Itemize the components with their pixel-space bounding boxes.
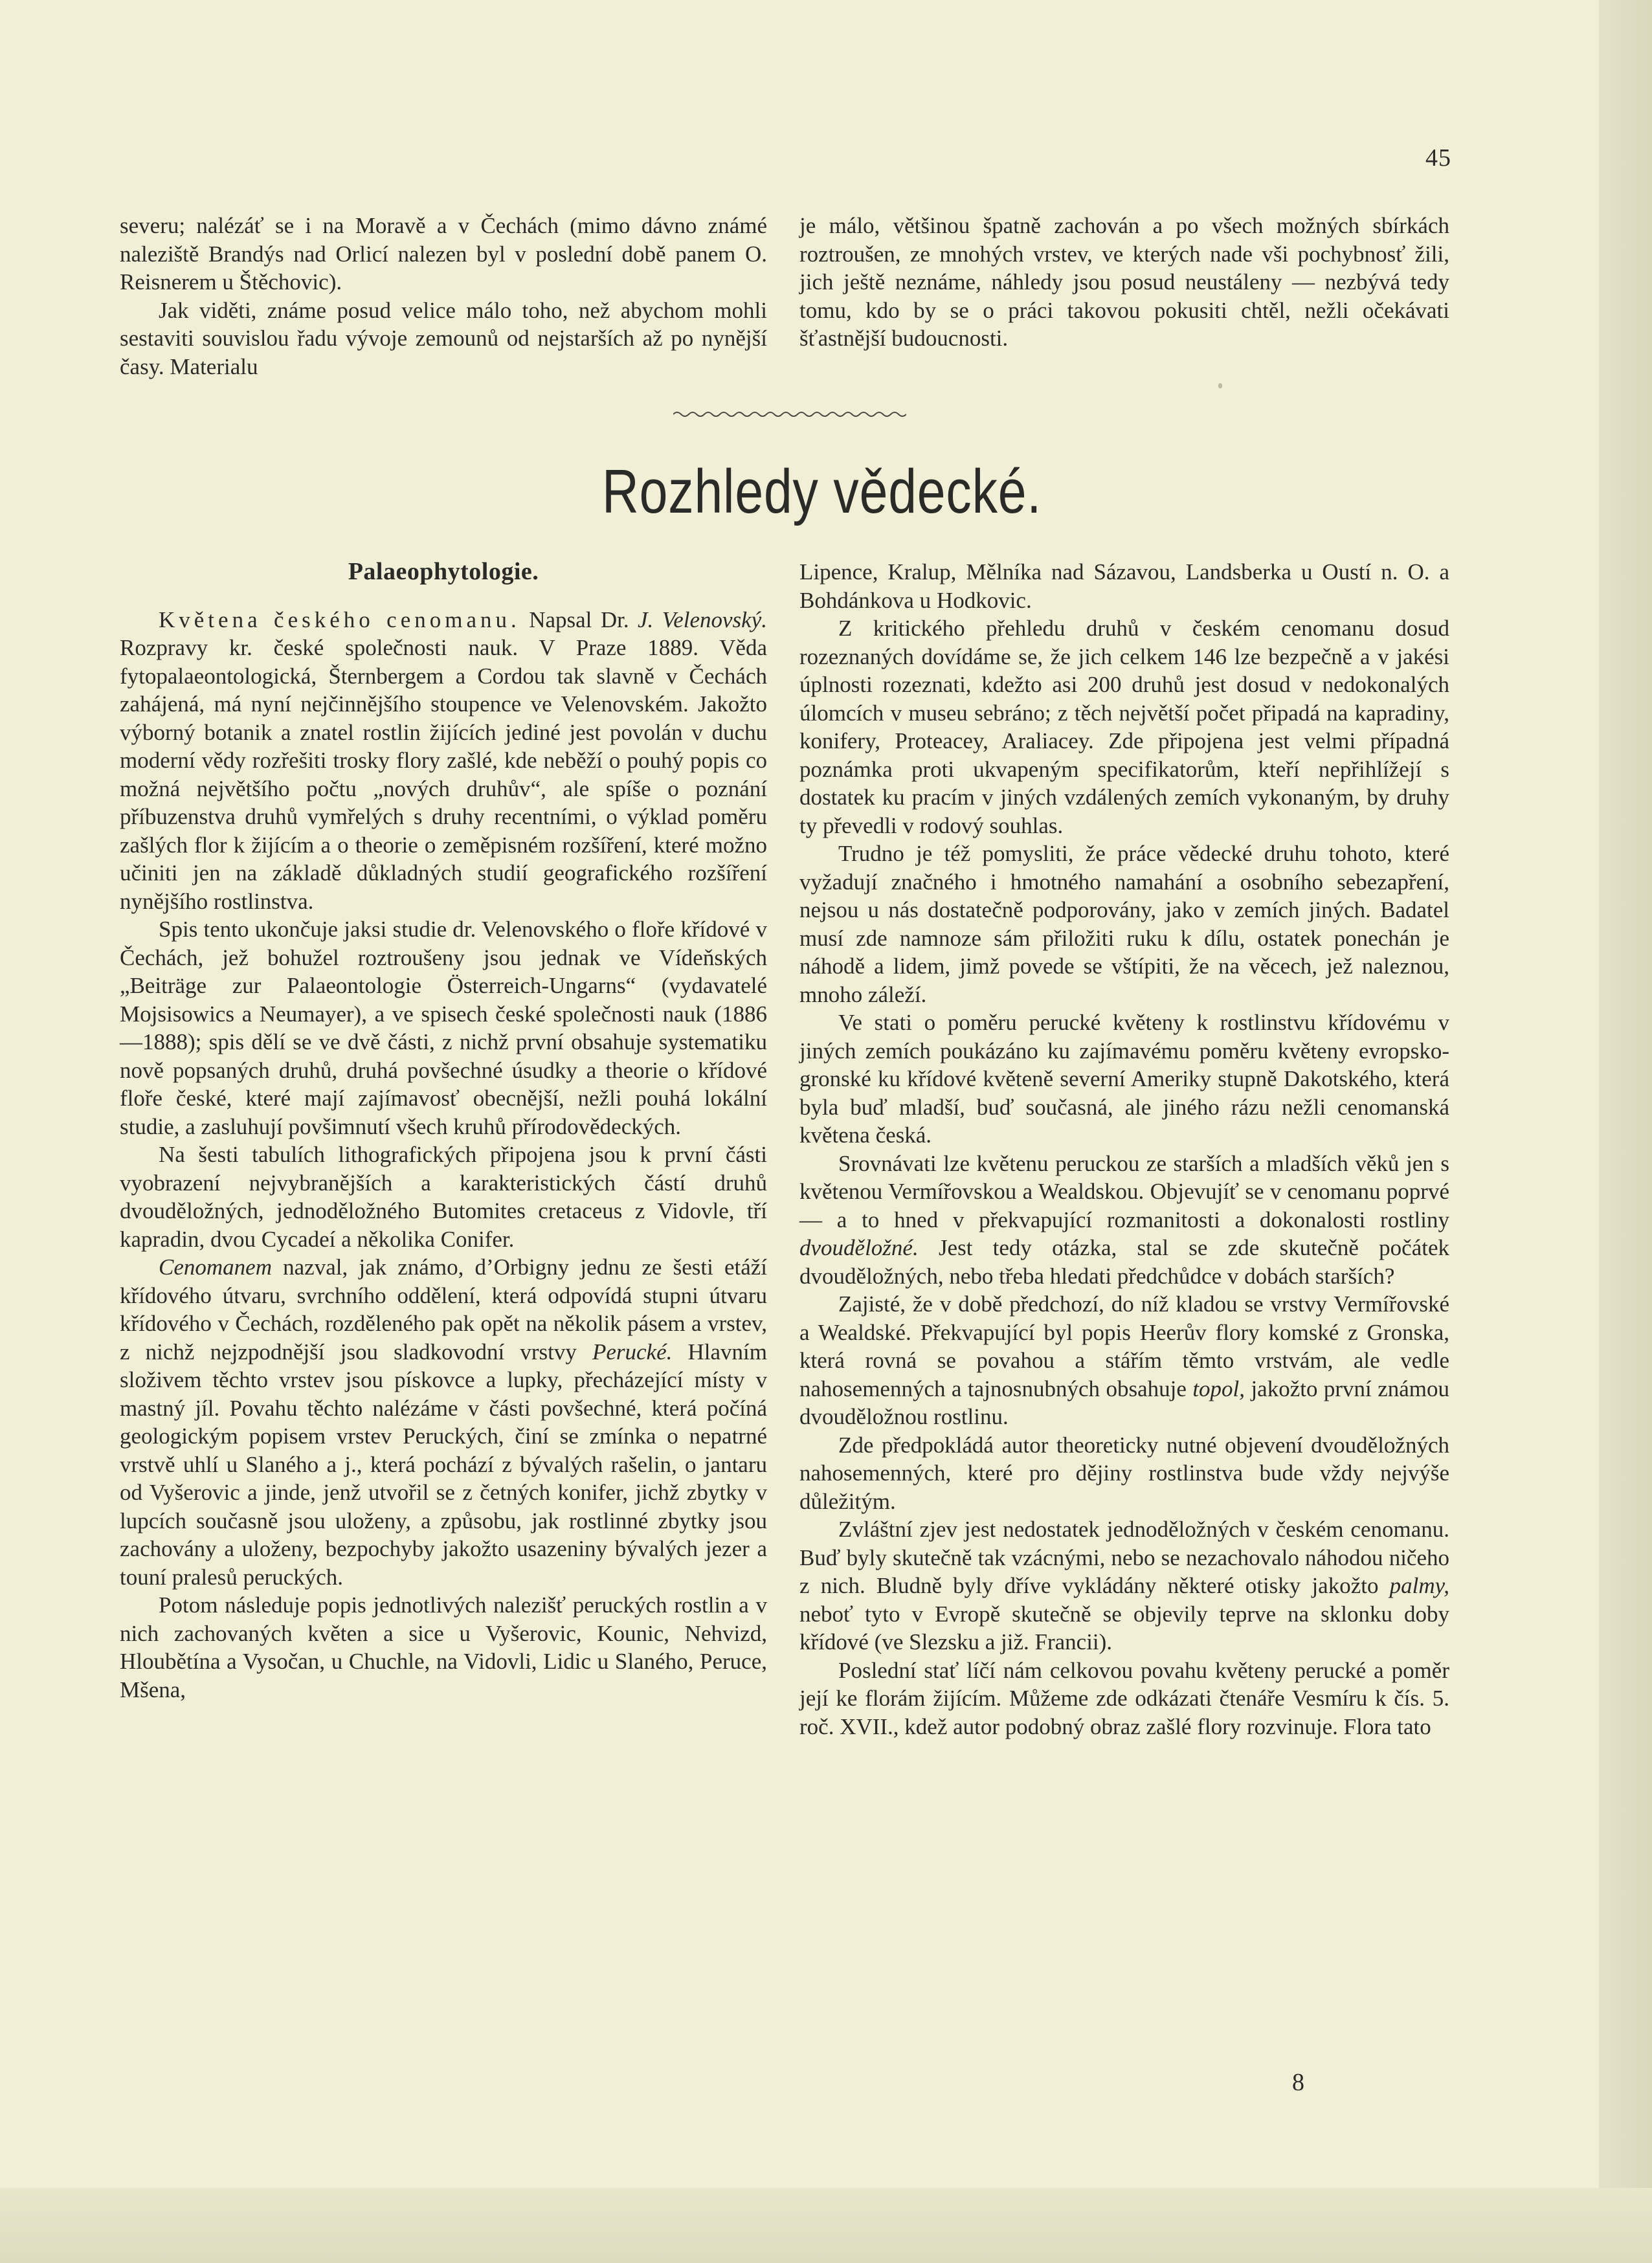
article-right-column	[799, 558, 1449, 1741]
emphasis: Perucké.	[592, 1339, 673, 1365]
print-speck	[1218, 383, 1222, 388]
paragraph: severu; nalézáť se i na Moravě a v Čechách (mimo dávno známé naleziště Brandýs nad Orlicí nalezen byl v poslední době panem O. Reisnerem u Štěchovic).	[120, 213, 767, 295]
paragraph: Lipence, Kralup, Mělníka nad Sázavou, Landsberka u Oustí n. O. a Bohdánkova u Hodkovic.	[799, 559, 1449, 613]
paragraph: je málo, většinou špatně zachován a po všech možných sbírkách roztroušen, ze mnohých vrstev, ve kterých nade vši pochybnosť žili, jich ještě neznáme, náhledy jsou posud neustáleny — nezbývá tedy tomu, kdo by se o práci takovou pokusiti chtěl, nežli očekávati šťastnější budoucnosti.	[799, 213, 1449, 351]
paragraph: Ve stati o poměru perucké květeny k rostlinstvu křídovému v jiných zemích poukázáno ku zajímavému poměru květeny evropsko-gronské ku křídové květeně severní Ameriky stupně Dakotského, která byla buď mladší, buď současná, ale jiného rázu nežli cenomanská květena česká.	[799, 1010, 1449, 1148]
text: neboť tyto v Evropě skutečně se objevily teprve na sklonku doby křídové (ve Slezsku a již. Francii).	[799, 1601, 1449, 1655]
text: jakožto první známou dvouděložnou rostlinu.	[799, 1376, 1450, 1429]
emphasis: dvouděložné.	[799, 1235, 919, 1260]
emphasis: topol,	[1192, 1376, 1245, 1401]
paragraph: Trudno je též pomysliti, že práce vědecké druhu tohoto, které vyžadují značného i hmotného namahání a osobního sebezapření, nejsou u nás dostatečně podporovány, jako v zemích jiných. Badatel musí zde namnoze sám přiložiti ruku k dílu, ostatek ponechán je náhodě a lidem, jimž povede se vštípiti, že na věcech, jež naleznou, mnoho záleží.	[799, 841, 1449, 1007]
paragraph: Zde předpokládá autor theoreticky nutné objevení dvouděložných nahosemenných, které pro dějiny rostlinstva bude vždy nejvýše důležitým.	[799, 1432, 1449, 1514]
wavy-divider	[673, 409, 906, 419]
intro-text: Rozpravy kr. české společnosti nauk. V Praze 1889. Věda fytopalaeontologická, Šternbergem a Cordou tak slavně v Čechách zahájená, má nyní nejčinnějšího stoupence ve Velenovském. Jakožto výborný botanik a znatel rostlin žijících jediné jest povolán v duchu moderní vědy rozřešiti trosky flory zašlé, kde neběží o pouhý popis co možná největšího počtu „nových druhův“, ale spíše o poznání příbuzenstva druhů vymřelých s druhy recentními, o výklad poměru zašlých flor k žijícím a o theorie o zeměpisném rozšíření, které možno učiniti jen na základě důkladných studií geografického rozšíření nynějšího rostlinstva.	[120, 635, 767, 914]
sheet-signature-mark: 8	[1292, 2069, 1304, 2096]
page-bottom-edge	[0, 2188, 1652, 2263]
paragraph-cenoman	[120, 1253, 767, 1591]
book-title: Květena českého cenomanu.	[159, 607, 520, 632]
text: Jest tedy otázka, stal se zde skutečně počátek dvouděložných, nebo třeba hledati předchůdce v dobách starších?	[799, 1235, 1449, 1289]
text: Srovnávati lze květenu peruckou ze starších a mladších věků jen s květenou Vermířovskou a Wealdskou. Objevujíť se v cenomanu poprvé — a to hned v překvapující rozmanitosti a dokonalosti rostliny	[799, 1150, 1449, 1232]
paragraph: Potom následuje popis jednotlivých nalezišť peruckých rostlin a v nich zachovaných květen a sice u Vyšerovic, Kounic, Nehvizd, Hloubětína a Vysočan, u Chuchle, na Vidovli, Lidic u Slaného, Peruce, Mšena,	[120, 1592, 767, 1702]
paragraph-zvlastni	[799, 1515, 1449, 1656]
article-intro	[120, 606, 767, 916]
top-left-column	[120, 212, 767, 381]
paragraph: Poslední stať líčí nám celkovou povahu květeny perucké a poměr její ke florám žijícím. Můžeme zde odkázati čtenáře Vesmíru k čís. 5. roč. XVII., kdež autor podobný obraz zašlé flory rozvinuje. Flora tato	[799, 1657, 1449, 1739]
top-right-column	[799, 212, 1449, 353]
paragraph: Z kritického přehledu druhů v českém cenomanu dosud rozeznaných dovídáme se, že jich celkem 146 lze bezpečně a v jakési úplnosti rozeznati, kdežto asi 200 druhů jest dosud v nedokonalých úlomcích v museu sebráno; z těch největší počet připadá na kapradiny, konifery, Proteacey, Araliacey. Zde připojena jest velmi případná poznámka proti ukvapeným specifikatorům, kteří nepřihlížejí s dostatek ku pracím v jiných vzdálených zemích vykonaným, by druhy ty převedli v rodový souhlas.	[799, 616, 1449, 838]
author-name: J. Velenovský.	[638, 607, 767, 632]
section-title: Rozhledy vědecké.	[601, 457, 1042, 526]
byline: Napsal Dr.	[529, 607, 629, 632]
paragraph-zajiste	[799, 1290, 1449, 1431]
paragraph: Jak viděti, známe posud velice málo toho, než abychom mohli sestaviti souvislou řadu vývoje zemounů od nejstarších až po nynější časy. Materialu	[120, 297, 767, 379]
text: Hlavním složivem těchto vrstev jsou pískovce a lupky, přecházející místy v mastný jíl. Povahu těchto nalézáme v části povšechné, která počíná geologickým popisem vrstev Peruckých, činí se zmínka o nepatrné vrstvě uhlí u Slaného a j., která pochází z bývalých rašelin, o jantaru od Vyšerovic a jinde, jenž utvořil se z četných konifer, jichž zbytky v lupcích současně jsou uloženy, a způsobu, jak rostlinné zbytky jsou zachovány a uloženy, bezpochyby jakožto usazeniny bývalých jezer a touní pralesů peruckých.	[120, 1339, 767, 1590]
emphasis: Cenomanem	[159, 1254, 272, 1280]
paragraph-srovnavati	[799, 1150, 1449, 1291]
paragraph: Na šesti tabulích lithografických připojena jsou k první části vyobrazení nejvybranějších a karakteristických částí druhů dvouděložných, jednoděložného Butomites cretaceus z Vidovle, tří kapradin, dvou Cycadeí a několika Conifer.	[120, 1142, 767, 1252]
article-left-column	[120, 558, 767, 1704]
text: nazval, jak známo, d’Orbigny jednu ze šesti etáží křídového útvaru, svrchního oddělení, která odpovídá stupni útvaru křídového v Čechách, rozděleného pak opět na několik pásem a vrstev, z nichž nejzpodnější jsou sladkovodní vrstvy	[120, 1254, 768, 1365]
page-edge	[1599, 0, 1652, 2263]
text: Zajisté, že v době předchozí, do níž kladou se vrstvy Vermířovské a Wealdské. Překvapující byl popis Heerův flory komské z Gronska, která rovná se povahou a stářím těmto vrstvám, ale vedle nahosemenných a tajnosnubných obsahuje	[799, 1291, 1449, 1401]
text: Zvláštní zjev jest nedostatek jednoděložných v českém cenomanu. Buď byly skutečně tak vzácnými, nebo se nezachovalo náhodou ničeho z nich. Bludně byly dříve vykládány některé otisky jakožto	[799, 1517, 1449, 1598]
emphasis: palmy,	[1389, 1573, 1449, 1598]
subsection-title: Palaeophytologie.	[348, 558, 539, 585]
page-number: 45	[1425, 144, 1451, 172]
paragraph: Spis tento ukončuje jaksi studie dr. Velenovského o floře křídové v Čechách, jež bohužel roztroušeny jsou jednak ve Vídeňských „Beiträge zur Palaeontologie Österreich-Ungarns“ (vydavatelé Mojsisowics a Neumayer), a ve spisech české společnosti nauk (1886—1888); spis dělí se ve dvě části, z nichž první obsahuje systematiku nově popsaných druhů, druhá povšechné úsudky a theorie o křídové floře české, které mají zajímavosť obecnější, nežli pouhá lokální studie, a zasluhují povšimnutí všech kruhů přírodovědeckých.	[120, 917, 767, 1139]
